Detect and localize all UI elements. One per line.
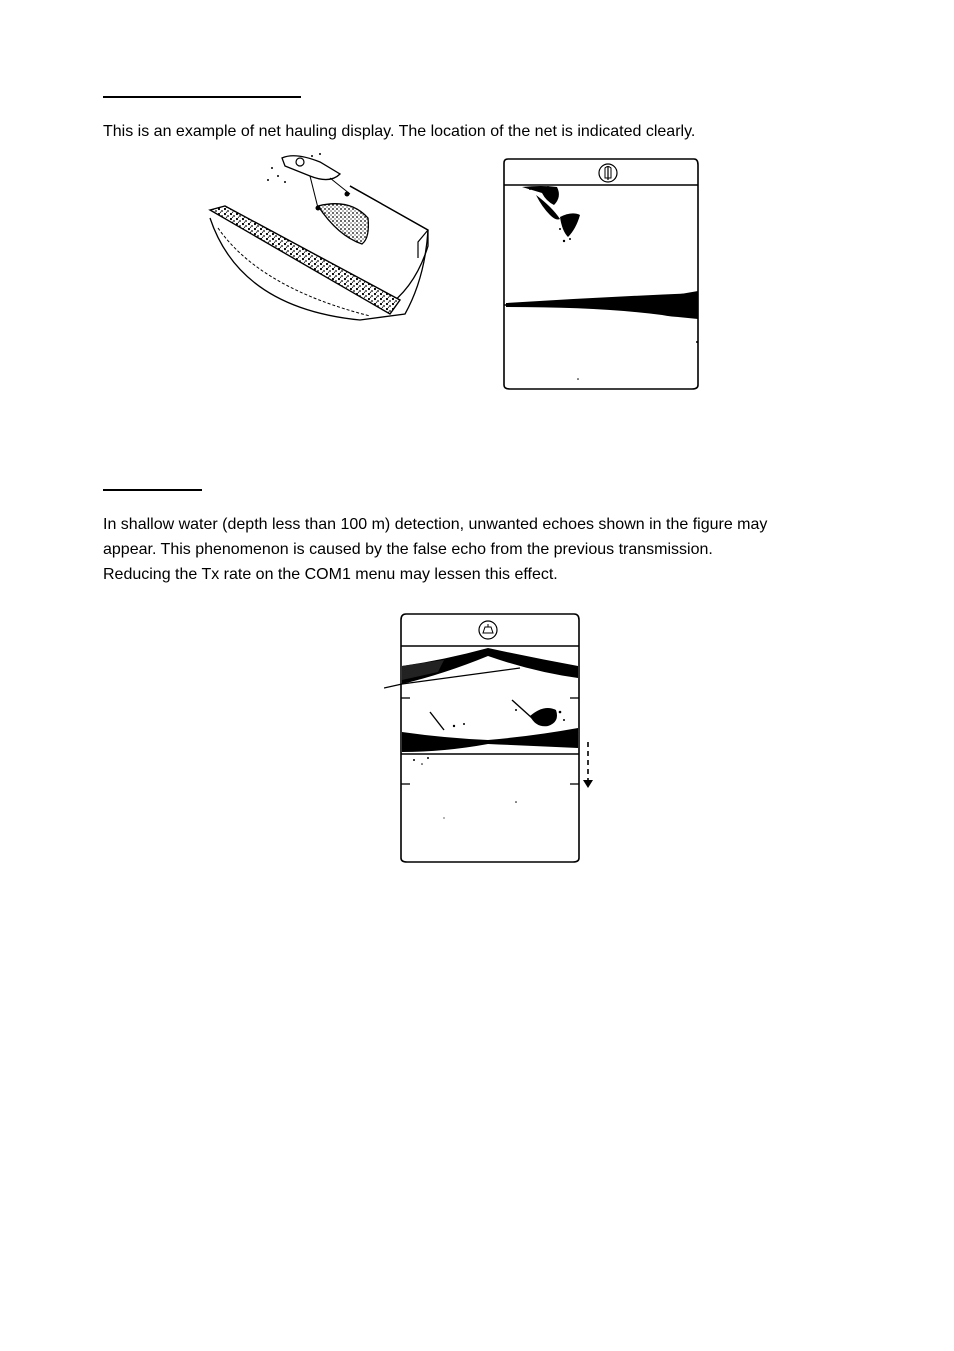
section1-paragraph: This is an example of net hauling display. The location of the net is indicated clearly. [103, 123, 696, 140]
section2-line-2: appear. This phenomenon is caused by the false echo from the previous transmission. [103, 541, 713, 558]
section2-line-3: Reducing the Tx rate on the COM1 menu may lessen this effect. [103, 566, 558, 583]
false-echo-display [384, 612, 600, 865]
net-hauling-echo-display [502, 157, 700, 391]
section2-line-1: In shallow water (depth less than 100 m) detection, unwanted echoes shown in the figure may [103, 516, 768, 533]
section2-heading-underline [103, 489, 202, 491]
section2-paragraph [103, 512, 863, 587]
transducer-icon [479, 621, 497, 639]
section1-heading-underline [103, 96, 301, 98]
net-hauling-illustration [200, 148, 435, 323]
